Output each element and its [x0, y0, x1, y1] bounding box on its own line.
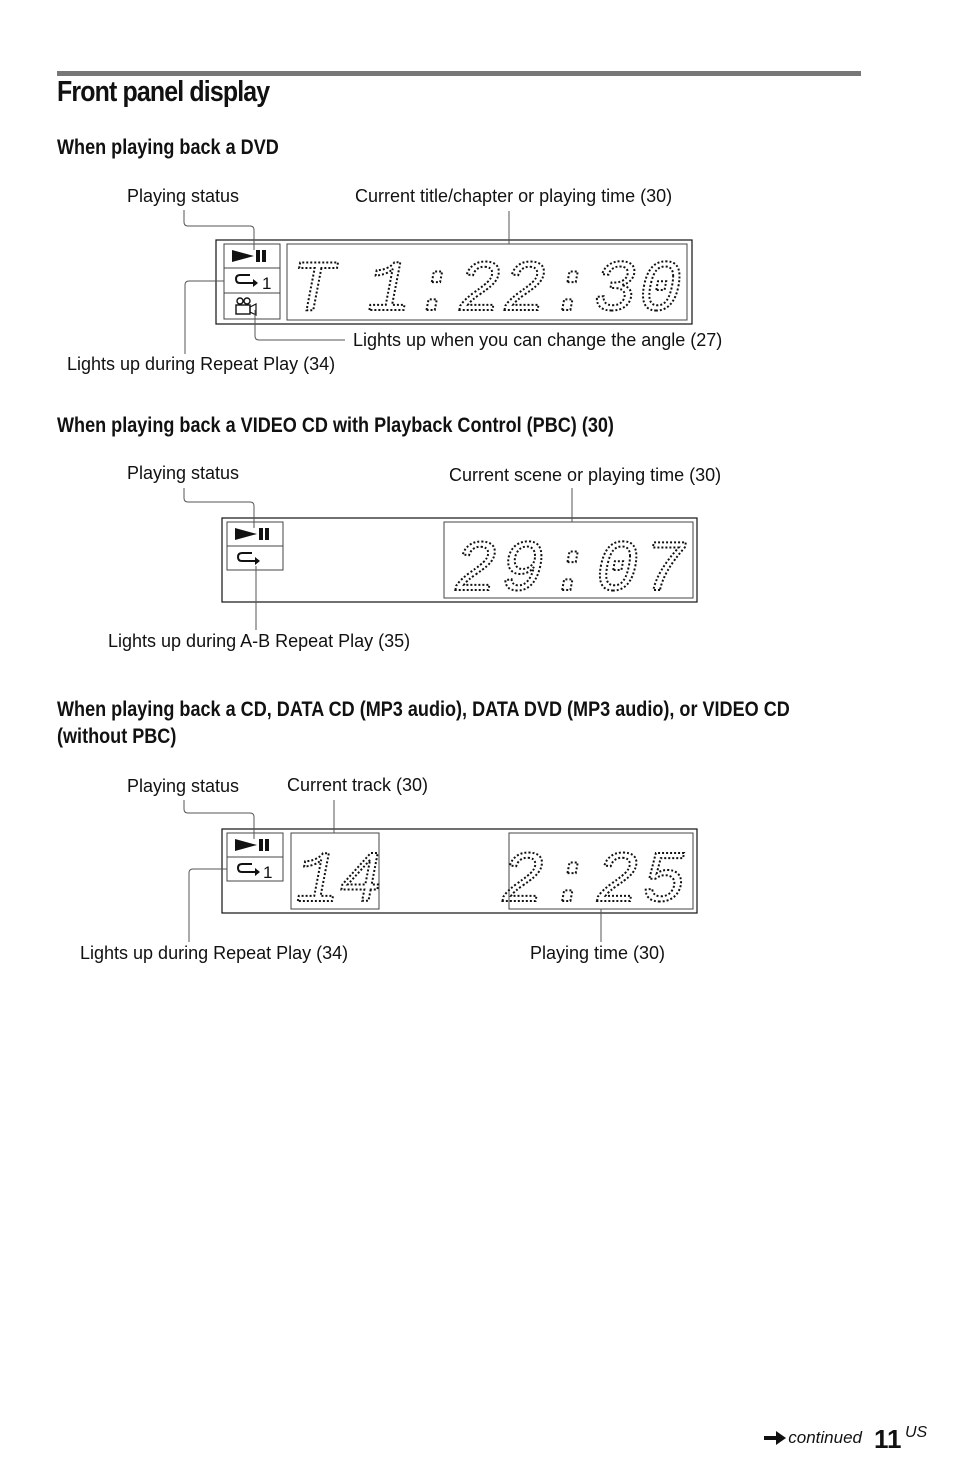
dvd-title-char: T	[292, 250, 336, 332]
label-repeat-dvd: Lights up during Repeat Play (34)	[67, 354, 336, 374]
label-playing-status-dvd: Playing status	[127, 186, 240, 206]
label-current-scene-vcd: Current scene or playing time (30)	[449, 465, 722, 485]
page-region: US	[905, 1424, 928, 1441]
svg-text:1: 1	[263, 863, 273, 882]
label-playing-status-cd: Playing status	[127, 776, 240, 796]
ab-repeat-indicator-vcd	[238, 553, 260, 565]
page-title: Front panel display	[57, 76, 270, 108]
section-heading-vcd-pbc: When playing back a VIDEO CD with Playback Control (PBC) (30)	[57, 414, 614, 437]
play-pause-indicator-vcd	[235, 528, 269, 540]
label-playing-time-cd: Playing time (30)	[530, 943, 666, 963]
play-pause-indicator-dvd	[232, 250, 266, 262]
page-number: 11	[874, 1424, 902, 1454]
vcd-time-digits: 29:07	[453, 530, 690, 612]
play-pause-indicator-cd	[235, 839, 269, 851]
continued-arrow-icon	[764, 1431, 786, 1445]
section-heading-dvd: When playing back a DVD	[57, 136, 279, 159]
repeat-indicator-cd	[238, 863, 272, 882]
dvd-display	[216, 240, 692, 332]
dvd-time-digits: 1:22:30	[367, 250, 684, 332]
repeat-one-dvd: 1	[262, 274, 272, 293]
repeat-indicator-dvd	[236, 275, 258, 287]
label-current-title-dvd: Current title/chapter or playing time (30)	[355, 186, 673, 206]
label-ab-repeat-vcd: Lights up during A-B Repeat Play (35)	[108, 631, 411, 651]
label-current-track-cd: Current track (30)	[287, 775, 429, 795]
cd-track-digits: 14	[296, 841, 383, 923]
label-playing-status-vcd: Playing status	[127, 463, 240, 483]
footer-continued: continued	[788, 1428, 862, 1447]
angle-indicator-dvd	[236, 298, 256, 315]
vcd-pbc-display	[222, 518, 697, 612]
label-angle-dvd: Lights up when you can change the angle (27)	[353, 330, 723, 350]
cd-time-digits: 2:25	[501, 841, 690, 923]
section-heading-cd: When playing back a CD, DATA CD (MP3 audio), DATA DVD (MP3 audio), or VIDEO CD (without PBC)	[57, 698, 790, 748]
cd-display	[222, 829, 697, 923]
label-repeat-cd: Lights up during Repeat Play (34)	[80, 943, 349, 963]
